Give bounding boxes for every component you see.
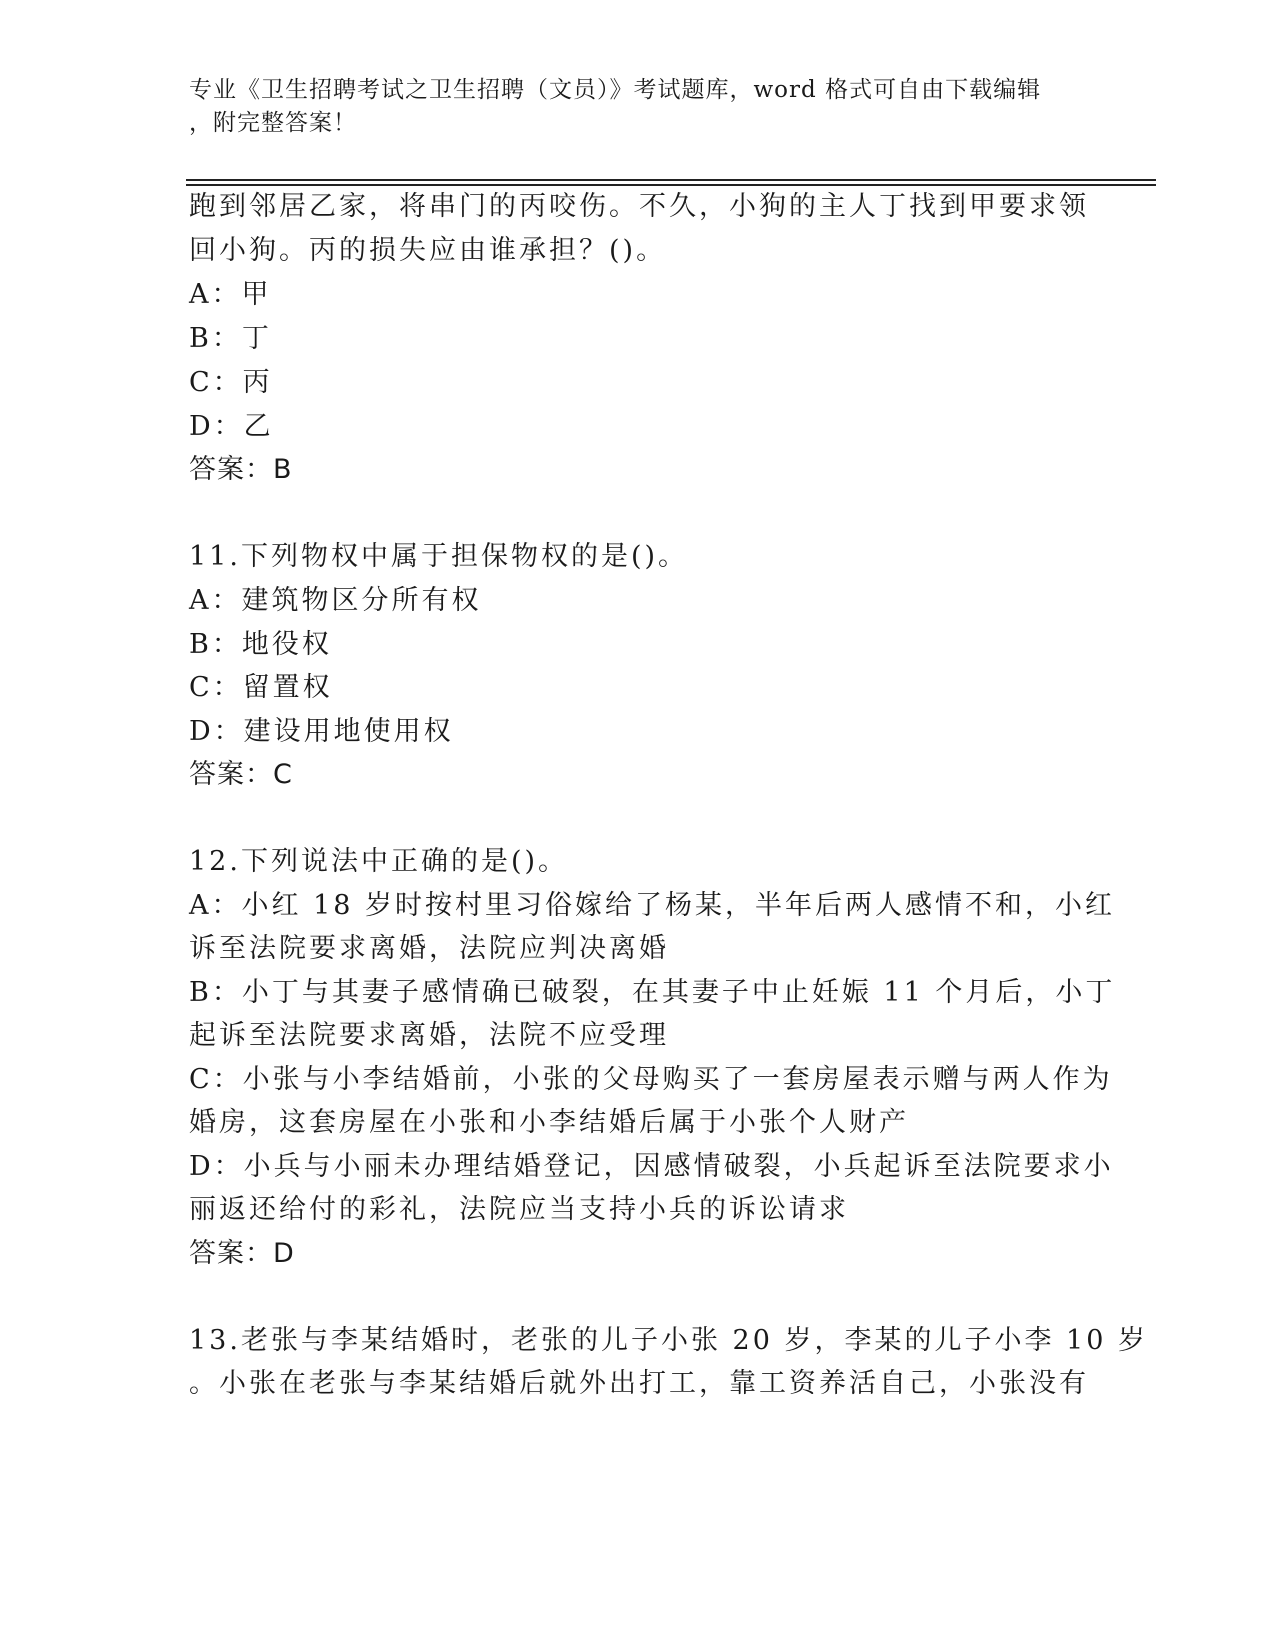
q12-option-a-line-2: 诉至法院要求离婚，法院应判决离婚	[189, 933, 669, 964]
header-line-1: 专业《卫生招聘考试之卫生招聘（文员）》考试题库，word 格式可自由下载编辑	[189, 77, 1042, 103]
q12-option-b-line-2: 起诉至法院要求离婚，法院不应受理	[189, 1020, 669, 1051]
q12-option-d-line-1: D：小兵与小丽未办理结婚登记，因感情破裂，小兵起诉至法院要求小	[189, 1151, 1114, 1182]
q10-option-b: B：丁	[189, 323, 272, 354]
q11-answer: 答案：C	[189, 759, 293, 790]
header-rule-top	[186, 179, 1156, 181]
q13-stem-line-2: 。小张在老张与李某结婚后就外出打工，靠工资养活自己，小张没有	[189, 1368, 1089, 1399]
q10-answer: 答案：B	[189, 454, 293, 485]
q12-answer: 答案：D	[189, 1238, 295, 1269]
q10-option-c: C：丙	[189, 367, 273, 398]
q11-option-d: D：建设用地使用权	[189, 716, 454, 747]
q12-stem: 12.下列说法中正确的是()。	[189, 846, 569, 877]
q10-option-a: A：甲	[189, 279, 272, 310]
header-line-2: ，附完整答案！	[189, 110, 357, 136]
q11-option-a: A：建筑物区分所有权	[189, 585, 482, 616]
q12-option-c-line-1: C：小张与小李结婚前，小张的父母购买了一套房屋表示赠与两人作为	[189, 1064, 1113, 1095]
q13-stem-line-1: 13.老张与李某结婚时，老张的儿子小张 20 岁，李某的儿子小李 10 岁	[189, 1325, 1148, 1356]
q10-stem-line-1: 跑到邻居乙家，将串门的丙咬伤。不久，小狗的主人丁找到甲要求领	[189, 191, 1089, 222]
q11-option-b: B：地役权	[189, 629, 332, 660]
document-header	[189, 74, 1069, 140]
header-rule-bottom	[186, 184, 1156, 186]
q11-stem: 11.下列物权中属于担保物权的是()。	[189, 541, 689, 572]
q12-option-a-line-1: A：小红 18 岁时按村里习俗嫁给了杨某，半年后两人感情不和，小红	[189, 890, 1116, 921]
q11-option-c: C：留置权	[189, 672, 333, 703]
q12-option-c-line-2: 婚房，这套房屋在小张和小李结婚后属于小张个人财产	[189, 1107, 909, 1138]
q12-option-b-line-1: B：小丁与其妻子感情确已破裂，在其妻子中止妊娠 11 个月后，小丁	[189, 977, 1116, 1008]
q10-option-d: D：乙	[189, 411, 274, 442]
q10-stem-line-2: 回小狗。丙的损失应由谁承担？()。	[189, 235, 667, 266]
q12-option-d-line-2: 丽返还给付的彩礼，法院应当支持小兵的诉讼请求	[189, 1194, 849, 1225]
